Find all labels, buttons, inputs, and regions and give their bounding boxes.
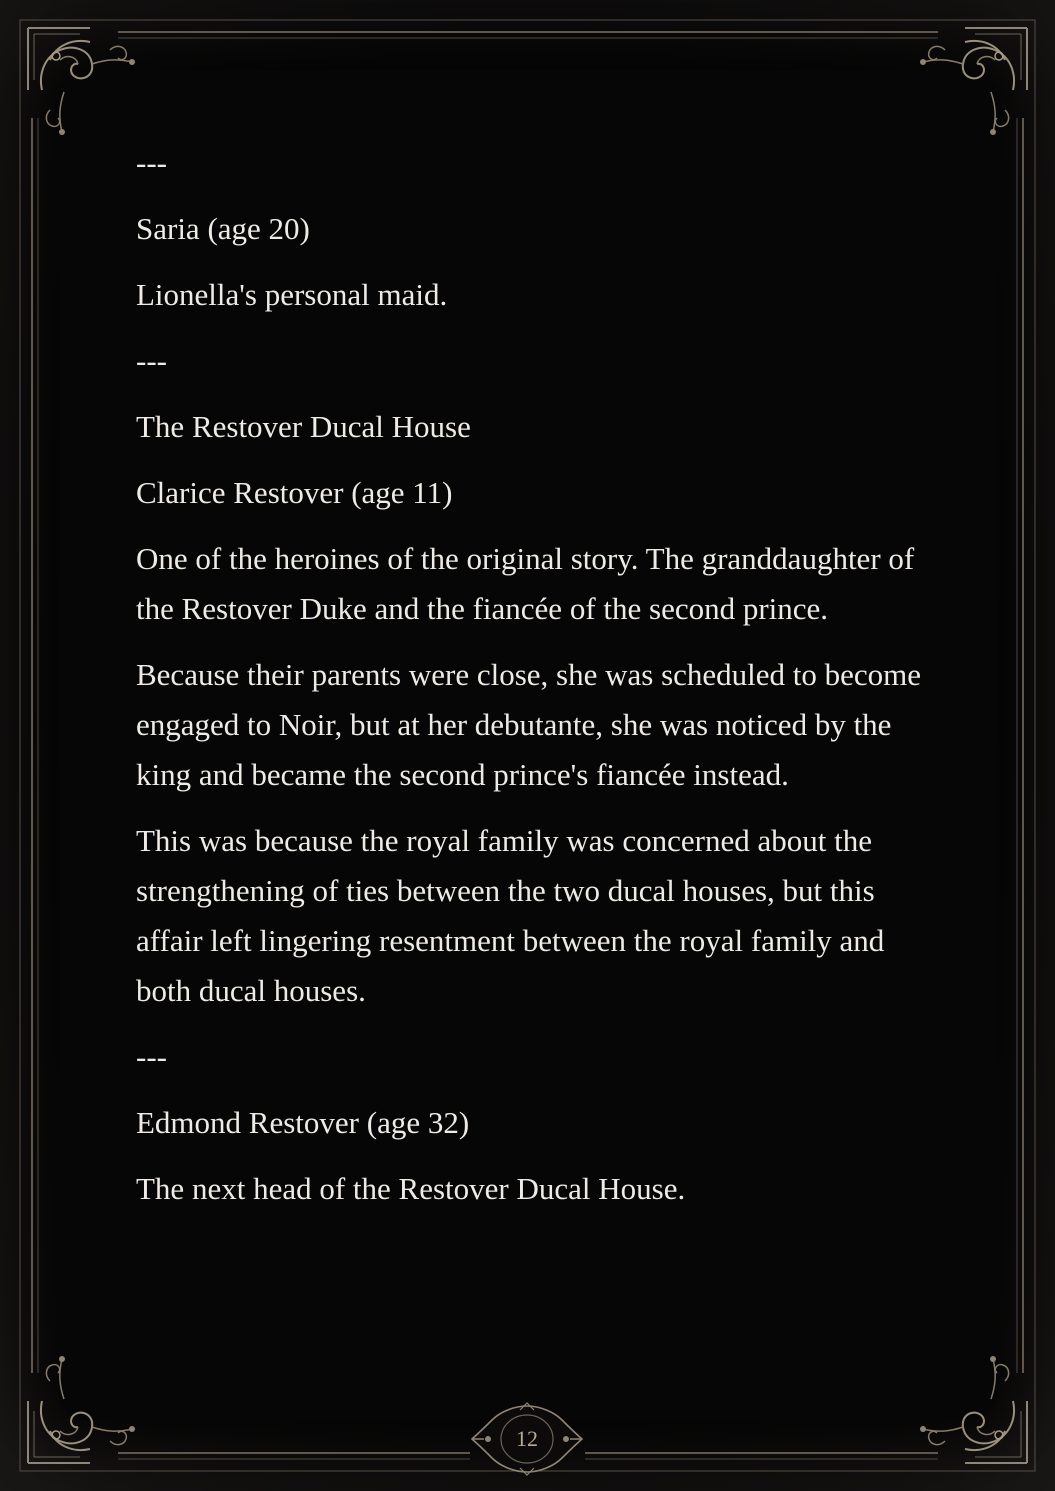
character-description: Because their parents were close, she was scheduled to become engaged to Noir, but at her debutante, she was noticed by the king and became the second prince's fiancée instead. — [136, 657, 922, 792]
character-name: Saria (age 20) — [136, 211, 310, 246]
character-description: One of the heroines of the original story. The granddaughter of the Restover Duke and the fiancée of the second prince. — [136, 541, 915, 626]
house-heading: The Restover Ducal House — [136, 409, 471, 444]
character-name: Clarice Restover (age 11) — [136, 475, 453, 510]
section-divider: --- — [136, 145, 167, 180]
section-divider: --- — [136, 1039, 167, 1074]
page-number-badge — [479, 1404, 575, 1474]
filigree-corner-icon — [28, 1356, 135, 1463]
character-description: Lionella's personal maid. — [136, 277, 448, 312]
filigree-corner-icon — [28, 28, 135, 135]
document-body — [136, 138, 936, 1230]
filigree-corner-icon — [920, 28, 1027, 135]
character-name: Edmond Restover (age 32) — [136, 1105, 470, 1140]
character-description: The next head of the Restover Ducal House. — [136, 1171, 686, 1206]
character-description: This was because the royal family was concerned about the strengthening of ties between the two ducal houses, but this affair left lingering resentment between the royal family and both ducal houses. — [136, 823, 885, 1008]
page-number: 12 — [516, 1426, 538, 1451]
section-divider: --- — [136, 343, 167, 378]
filigree-corner-icon — [920, 1356, 1027, 1463]
